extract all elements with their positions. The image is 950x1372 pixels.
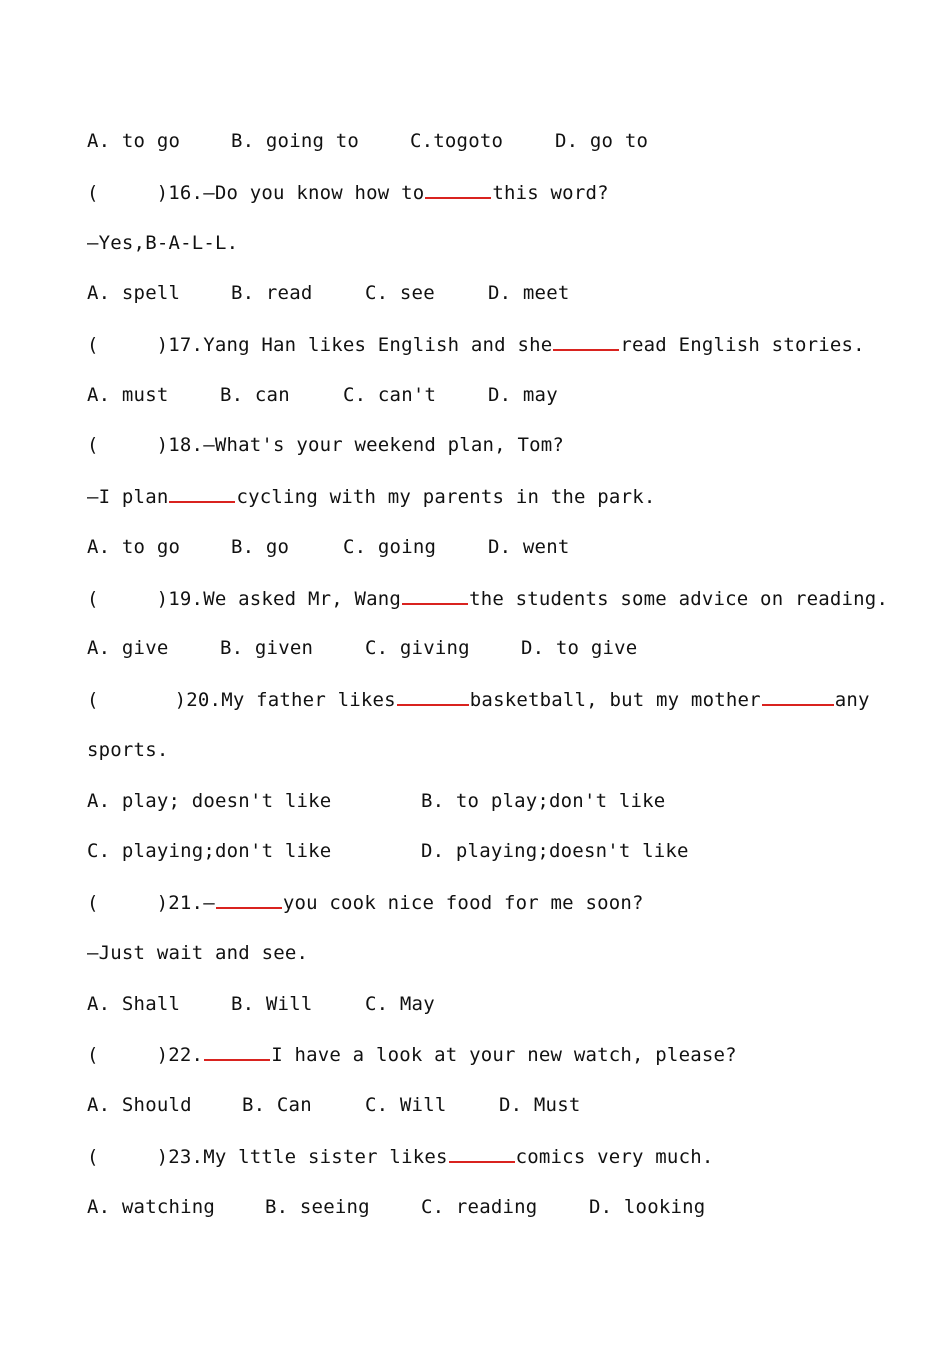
q16-text-before: —Do you know how to <box>203 182 425 204</box>
q21-answer-blank[interactable] <box>216 887 282 909</box>
q19-option-b: B. given <box>220 637 314 659</box>
q15-option-a: A. to go <box>87 130 181 152</box>
q18-stem <box>87 430 564 460</box>
q20-text-middle: basketball, but my mother <box>469 689 761 711</box>
q23-option-d: D. looking <box>589 1196 706 1218</box>
q23-answer-blank[interactable] <box>449 1141 515 1163</box>
q18-option-b: B. go <box>231 536 290 558</box>
q17-open-paren: ( <box>87 334 99 356</box>
q23-text-after: comics very much. <box>515 1146 714 1168</box>
q16-text-after: this word? <box>492 182 609 204</box>
q19-options <box>87 633 638 663</box>
q22-option-b: B. Can <box>242 1094 312 1116</box>
q22-option-d: D. Must <box>499 1094 581 1116</box>
q19-answer-blank[interactable] <box>402 583 468 605</box>
q20-option-b: B. to play;don't like <box>421 790 666 812</box>
q20-answer-blank-1[interactable] <box>397 684 469 706</box>
q18-option-d: D. went <box>488 536 570 558</box>
q20-options-row-2 <box>87 836 689 866</box>
q23-options <box>87 1192 706 1222</box>
q19-text-after: the students some advice on reading. <box>469 588 889 610</box>
q19-option-c: C. giving <box>365 637 470 659</box>
q18-option-c: C. going <box>343 536 437 558</box>
q21-option-c: C. May <box>365 993 435 1015</box>
q22-options <box>87 1090 581 1120</box>
q16-answer-line: —Yes,B-A-L-L. <box>87 232 239 254</box>
q20-continuation: sports. <box>87 739 169 761</box>
q23-option-b: B. seeing <box>265 1196 370 1218</box>
q16-option-b: B. read <box>231 282 313 304</box>
q15-option-b: B. going to <box>231 130 360 152</box>
q21-text-after: you cook nice food for me soon? <box>282 892 644 914</box>
q20-option-a: A. play; doesn't like <box>87 790 332 812</box>
q21-stem <box>87 887 644 917</box>
q16-option-c: C. see <box>365 282 435 304</box>
q22-number: )22. <box>156 1044 204 1066</box>
q22-option-c: C. Will <box>365 1094 447 1116</box>
q16-option-a: A. spell <box>87 282 181 304</box>
q16-number: )16. <box>156 182 204 204</box>
q20-stem <box>87 684 870 714</box>
q19-text-before: We asked Mr, Wang <box>203 588 402 610</box>
q19-open-paren: ( <box>87 588 99 610</box>
q23-text-before: My lttle sister likes <box>203 1146 448 1168</box>
q18-line2 <box>87 481 656 511</box>
q15-options <box>87 126 649 156</box>
q23-number: )23. <box>156 1146 204 1168</box>
q20-open-paren: ( <box>87 689 99 711</box>
q17-option-a: A. must <box>87 384 169 406</box>
q17-text-after: read English stories. <box>620 334 865 356</box>
q21-option-a: A. Shall <box>87 993 181 1015</box>
q16-options <box>87 278 570 308</box>
q20-text-before: My father likes <box>221 689 396 711</box>
q18-open-paren: ( <box>87 434 99 456</box>
q20-option-c: C. playing;don't like <box>87 840 332 862</box>
q15-option-d: D. go to <box>555 130 649 152</box>
q23-stem <box>87 1141 714 1171</box>
q22-text-after: I have a look at your new watch, please? <box>271 1044 737 1066</box>
q22-stem <box>87 1039 737 1069</box>
q17-text-before: Yang Han likes English and she <box>203 334 553 356</box>
q21-answer-line: —Just wait and see. <box>87 942 309 964</box>
q22-option-a: A. Should <box>87 1094 192 1116</box>
q22-open-paren: ( <box>87 1044 99 1066</box>
q15-option-c: C.togoto <box>410 130 504 152</box>
q18-line2-after: cycling with my parents in the park. <box>236 486 656 508</box>
q19-number: )19. <box>156 588 204 610</box>
q22-answer-blank[interactable] <box>204 1039 270 1061</box>
q21-option-b: B. Will <box>231 993 313 1015</box>
q18-option-a: A. to go <box>87 536 181 558</box>
q21-number: )21. <box>156 892 204 914</box>
q19-option-d: D. to give <box>521 637 638 659</box>
q18-options <box>87 532 570 562</box>
q18-line2-before: —I plan <box>87 486 169 508</box>
q20-option-d: D. playing;doesn't like <box>421 840 689 862</box>
q19-option-a: A. give <box>87 637 169 659</box>
q16-stem <box>87 177 609 207</box>
q17-option-d: D. may <box>488 384 558 406</box>
q23-option-a: A. watching <box>87 1196 216 1218</box>
q17-option-b: B. can <box>220 384 290 406</box>
q18-question: —What's your weekend plan, Tom? <box>203 434 565 456</box>
q17-options <box>87 380 558 410</box>
q18-number: )18. <box>156 434 204 456</box>
q17-option-c: C. can't <box>343 384 437 406</box>
q20-number: )20. <box>174 689 222 711</box>
q17-answer-blank[interactable] <box>553 329 619 351</box>
q17-number: )17. <box>156 334 204 356</box>
q20-answer-blank-2[interactable] <box>762 684 834 706</box>
q20-text-after: any <box>834 689 870 711</box>
q16-option-d: D. meet <box>488 282 570 304</box>
q23-open-paren: ( <box>87 1146 99 1168</box>
q23-option-c: C. reading <box>421 1196 538 1218</box>
q16-answer-blank[interactable] <box>425 177 491 199</box>
q21-options <box>87 989 435 1019</box>
q19-stem <box>87 583 888 613</box>
q16-open-paren: ( <box>87 182 99 204</box>
q18-answer-blank[interactable] <box>169 481 235 503</box>
q20-options-row-1 <box>87 786 666 816</box>
q21-open-paren: ( <box>87 892 99 914</box>
q17-stem <box>87 329 865 359</box>
q21-text-before: — <box>203 892 215 914</box>
